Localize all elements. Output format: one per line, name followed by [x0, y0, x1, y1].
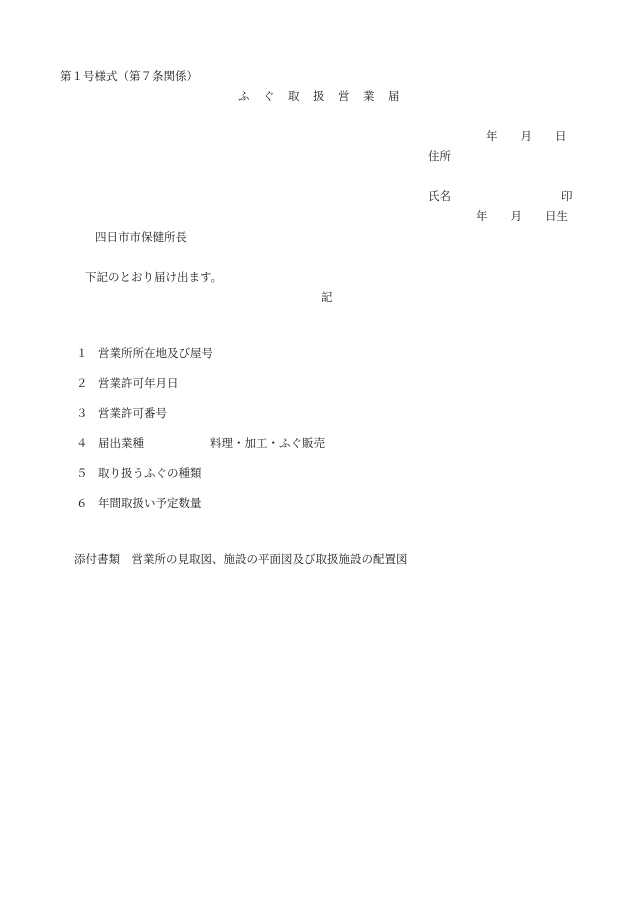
seal-label: 印 — [561, 189, 573, 203]
form-number: 第１号様式（第７条関係） — [60, 69, 198, 83]
item-label: 取り扱うふぐの種類 — [98, 466, 202, 480]
item-label: 営業許可年月日 — [98, 376, 179, 390]
ki-label: 記 — [321, 290, 333, 304]
document-title: ふ ぐ 取 扱 営 業 届 — [238, 89, 401, 103]
item-number: ３ — [76, 406, 88, 420]
item-number: ５ — [76, 466, 88, 480]
item-number: １ — [76, 346, 88, 360]
item-number: ４ — [76, 436, 88, 450]
item-label: 営業許可番号 — [98, 406, 167, 420]
addressee: 四日市市保健所長 — [95, 230, 187, 244]
item-label: 届出業種 — [98, 436, 144, 450]
item-number: ２ — [76, 376, 88, 390]
address-label: 住所 — [428, 149, 451, 163]
item-number: ６ — [76, 496, 88, 510]
name-label: 氏名 — [428, 189, 451, 203]
business-type-value: 料理・加工・ふぐ販売 — [210, 436, 325, 450]
birth-date-line: 年 月 日生 — [476, 209, 568, 223]
item-label: 年間取扱い予定数量 — [98, 496, 202, 510]
attachments-note: 添付書類 営業所の見取図、施設の平面図及び取扱施設の配置図 — [74, 552, 408, 566]
submission-date-line: 年 月 日 — [486, 129, 567, 143]
item-label: 営業所所在地及び屋号 — [98, 346, 213, 360]
intro-text: 下記のとおり届け出ます。 — [85, 270, 223, 284]
